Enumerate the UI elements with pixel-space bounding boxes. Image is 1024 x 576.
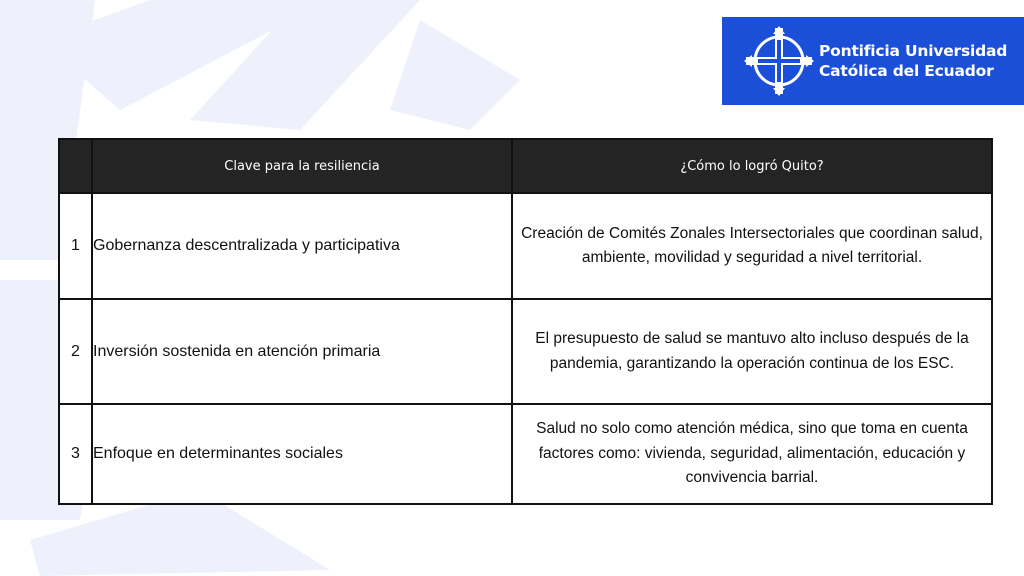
row-how: Creación de Comités Zonales Intersectoriales que coordinan salud, ambiente, movilidad y seguridad a nivel territorial. (512, 193, 992, 299)
row-number: 3 (59, 404, 92, 504)
table-row (59, 404, 992, 504)
row-number: 2 (59, 299, 92, 404)
university-name (819, 41, 1007, 81)
row-key: Enfoque en determinantes sociales (92, 404, 512, 504)
cross-emblem-icon (744, 26, 814, 96)
university-name-line1: Pontificia Universidad (819, 42, 1008, 60)
header-how: ¿Cómo lo logró Quito? (512, 139, 992, 193)
table-row (59, 299, 992, 404)
row-number: 1 (59, 193, 92, 299)
resilience-table (58, 138, 993, 505)
row-how: El presupuesto de salud se mantuvo alto incluso después de la pandemia, garantizando la operación continua de los ESC. (512, 299, 992, 404)
table-row (59, 193, 992, 299)
header-number (59, 139, 92, 193)
university-logo (722, 17, 1024, 105)
row-key: Inversión sostenida en atención primaria (92, 299, 512, 404)
row-key: Gobernanza descentralizada y participativa (92, 193, 512, 299)
row-how: Salud no solo como atención médica, sino que toma en cuenta factores como: vivienda, seguridad, alimentación, educación y convivencia barrial. (512, 404, 992, 504)
header-key: Clave para la resiliencia (92, 139, 512, 193)
table-header-row (59, 139, 992, 193)
university-name-line2: Católica del Ecuador (819, 62, 994, 80)
